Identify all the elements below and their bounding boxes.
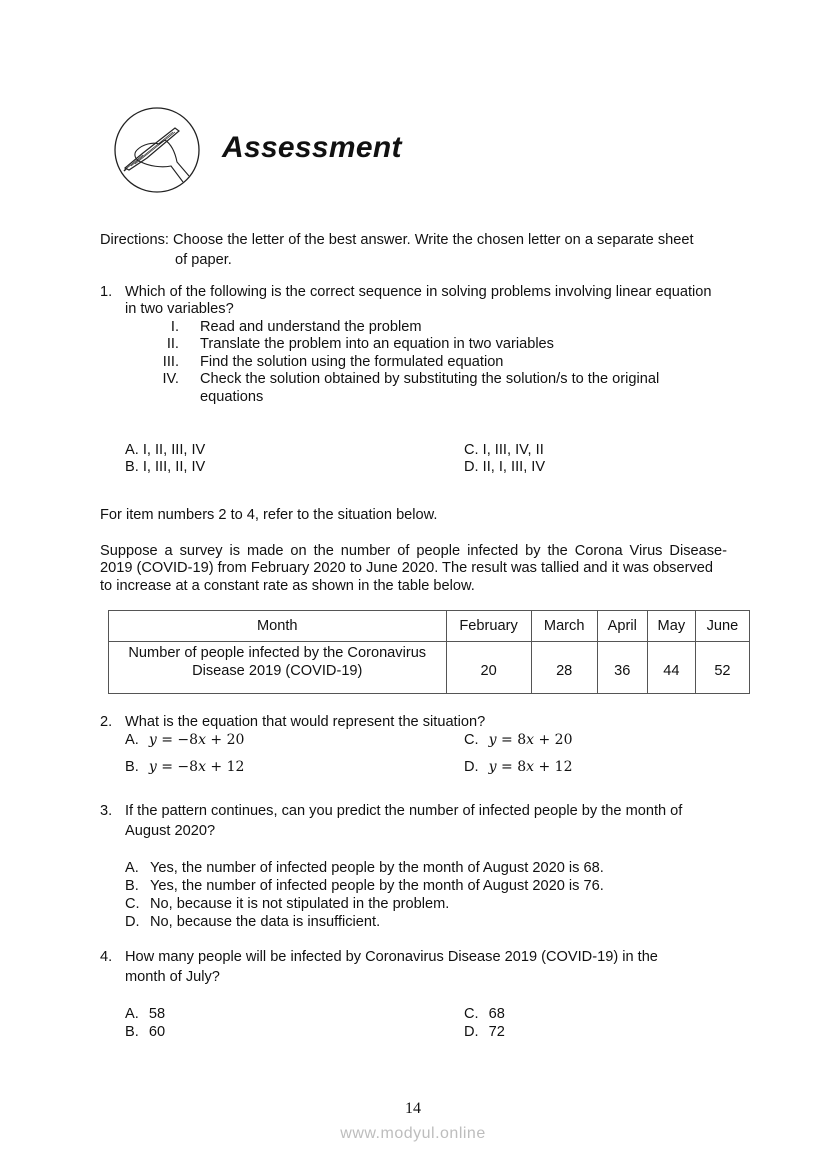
choice-letter: D. xyxy=(464,1024,479,1040)
question-1-text-cont: in two variables? xyxy=(125,301,234,317)
choice-letter: D. xyxy=(125,914,140,930)
choice-letter: B. xyxy=(125,759,139,775)
choice-text: 58 xyxy=(148,1006,166,1022)
question-4-text-cont: month of July? xyxy=(125,969,220,985)
table-header-cell: February xyxy=(446,611,531,642)
equation: y = 8x + 12 xyxy=(488,759,573,775)
step-text: Find the solution using the formulated equation xyxy=(200,354,504,370)
choice-a xyxy=(125,1005,165,1023)
table-cell: 36 xyxy=(597,642,647,694)
refer-note: For item numbers 2 to 4, refer to the situation below. xyxy=(100,507,438,523)
choice-letter: D. xyxy=(464,759,479,775)
choice-a: A. I, II, III, IV xyxy=(125,442,206,458)
table-header-cell: Month xyxy=(109,611,447,642)
table-header-cell: April xyxy=(597,611,647,642)
question-2-text: What is the equation that would represent the situation? xyxy=(125,714,486,730)
page-number: 14 xyxy=(405,1100,421,1117)
choice-a xyxy=(125,731,244,749)
question-4-text: How many people will be infected by Coronavirus Disease 2019 (COVID-19) in the xyxy=(125,949,658,965)
table-header-cell: March xyxy=(531,611,597,642)
table-cell: 28 xyxy=(531,642,597,694)
infection-table xyxy=(108,610,750,694)
table-row-label xyxy=(109,642,447,694)
equation: y = −8x + 20 xyxy=(148,732,245,748)
hand-writing-pencil-icon xyxy=(113,106,201,194)
question-1-number: 1. xyxy=(100,284,113,300)
choice-letter: C. xyxy=(464,732,479,748)
choice-letter: C. xyxy=(464,1006,479,1022)
directions-text: Choose the letter of the best answer. Write the chosen letter on a separate sheet xyxy=(173,232,694,248)
choice-letter: B. xyxy=(125,1024,139,1040)
directions-text-cont: of paper. xyxy=(175,252,232,268)
table-header-cell: June xyxy=(695,611,749,642)
step-numeral: II. xyxy=(166,336,179,352)
choice-text: 72 xyxy=(488,1024,505,1040)
choice-d: No, because the data is insufficient. xyxy=(150,914,381,930)
step-text: Translate the problem into an equation in two variables xyxy=(200,336,554,352)
situation-line: Suppose a survey is made on the number of people infected by the Corona Virus Disease- xyxy=(100,543,727,559)
step-numeral: IV. xyxy=(162,371,179,387)
choice-letter: C. xyxy=(125,896,140,912)
choice-d xyxy=(464,1023,505,1041)
step-text-cont: equations xyxy=(200,389,264,405)
choice-c xyxy=(464,1005,505,1023)
directions xyxy=(100,231,694,249)
choice-letter: B. xyxy=(125,878,139,894)
choice-letter: A. xyxy=(125,1006,139,1022)
question-4-number: 4. xyxy=(100,949,113,965)
directions-label: Directions: xyxy=(100,232,169,248)
choice-b: B. I, III, II, IV xyxy=(125,459,206,475)
choice-c xyxy=(464,731,572,749)
situation-line: 2019 (COVID-19) from February 2020 to June 2020. The result was tallied and it was observed xyxy=(100,560,713,576)
choice-a: Yes, the number of infected people by the month of August 2020 is 68. xyxy=(150,860,604,876)
table-header-row xyxy=(109,611,750,642)
choice-d: D. II, I, III, IV xyxy=(464,459,546,475)
choice-c: No, because it is not stipulated in the problem. xyxy=(150,896,450,912)
question-2-number: 2. xyxy=(100,714,113,730)
row-label-line: Number of people infected by the Coronavirus xyxy=(128,645,427,661)
choice-b xyxy=(125,1023,165,1041)
choice-d xyxy=(464,758,572,776)
watermark: www.modyul.online xyxy=(340,1125,486,1142)
table-cell: 44 xyxy=(647,642,695,694)
table-cell: 20 xyxy=(446,642,531,694)
step-text: Read and understand the problem xyxy=(200,319,422,335)
question-3-number: 3. xyxy=(100,803,113,819)
choice-letter: A. xyxy=(125,860,139,876)
equation: y = 8x + 20 xyxy=(488,732,573,748)
table-row xyxy=(109,642,750,694)
question-3-text: If the pattern continues, can you predict the number of infected people by the month of xyxy=(125,803,683,819)
page-title: Assessment xyxy=(222,131,402,164)
table-header-cell: May xyxy=(647,611,695,642)
question-1-text: Which of the following is the correct sequence in solving problems involving linear equation xyxy=(125,284,712,300)
choice-b: Yes, the number of infected people by the month of August 2020 is 76. xyxy=(150,878,604,894)
situation-line: to increase at a constant rate as shown in the table below. xyxy=(100,578,475,594)
step-numeral: III. xyxy=(162,354,179,370)
equation: y = −8x + 12 xyxy=(148,759,245,775)
choice-text: 60 xyxy=(148,1024,166,1040)
step-text: Check the solution obtained by substituting the solution/s to the original xyxy=(200,371,660,387)
question-3-text-cont: August 2020? xyxy=(125,823,216,839)
step-numeral: I. xyxy=(170,319,179,335)
choice-c: C. I, III, IV, II xyxy=(464,442,544,458)
row-label-line: Disease 2019 (COVID-19) xyxy=(192,663,363,679)
choice-letter: A. xyxy=(125,732,139,748)
choice-text: 68 xyxy=(488,1006,505,1022)
table-cell: 52 xyxy=(695,642,749,694)
choice-b xyxy=(125,758,244,776)
